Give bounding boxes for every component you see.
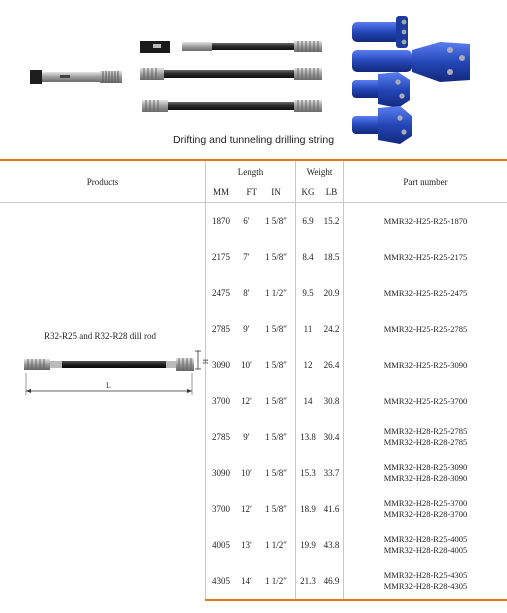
cell-mm: 2785 [212,324,230,334]
header-part-number: Part number [344,160,507,203]
cell-lb: 46.9 [320,563,344,600]
header-products: Products [0,160,206,203]
part-number: MMR32-H25-R25-1870 [383,215,468,226]
part-number: MMR32-H28-R28-3090 [383,473,468,483]
cell-lb: 33.7 [320,455,344,491]
cell-part-number [344,203,507,240]
part-number: MMR32-H28-R25-3700 [383,498,468,508]
cell-ft: 9′ [243,432,250,442]
header-ft: FT [236,182,257,203]
button-bit-icon [352,42,470,82]
coupling-sleeve-icon [140,41,322,53]
cell-mm: 3090 [212,468,230,478]
product-name: R32-R25 and R32-R28 dill rod [44,331,156,341]
cell-in: 1 5/8″ [257,383,296,419]
cell-in: 1 5/8″ [257,239,296,275]
cell-mm: 3700 [212,504,230,514]
height-label: H [201,359,209,365]
header-kg: KG [296,182,321,203]
part-number: MMR32-H28-R25-2785 [383,426,468,436]
header-in: IN [257,182,296,203]
header-mm: MM [206,182,237,203]
cell-ft: 7′ [243,252,250,262]
cell-mm: 3700 [212,396,230,406]
cell-ft: 9′ [243,324,250,334]
cell-kg: 18.9 [300,504,316,514]
part-number: MMR32-H25-R25-3090 [383,359,468,370]
cell-kg: 13.8 [300,432,316,442]
part-number: MMR32-H25-R25-2785 [383,323,468,334]
product-cell [0,203,209,601]
cell-part-number [344,239,507,275]
cell-part-number [344,527,507,563]
cell-in: 1 1/2″ [257,275,296,311]
drill-rod-icon [142,100,322,112]
part-number: MMR32-H28-R28-4305 [383,581,468,591]
drill-rod-drawing [22,345,209,407]
cell-kg: 12 [303,360,313,370]
cell-kg: 11 [303,324,313,334]
table-row [0,203,507,240]
part-number: MMR32-H25-R25-2175 [383,251,468,262]
cell-kg: 9.5 [302,288,314,298]
part-number: MMR32-H28-R25-4005 [383,534,468,544]
cell-mm: 2475 [212,288,230,298]
drill-rod-spec-table [0,159,507,601]
cell-part-number [344,347,507,383]
cell-ft: 12′ [241,396,252,406]
header-lb: LB [320,182,344,203]
cell-lb: 41.6 [320,491,344,527]
cell-part-number [344,491,507,527]
cell-ft: 13′ [241,540,252,550]
cell-in: 1 5/8″ [257,455,296,491]
part-number: MMR32-H25-R25-2475 [383,287,468,298]
button-bit-icon [352,72,410,108]
part-number: MMR32-H28-R25-4305 [383,570,468,580]
cell-part-number [344,275,507,311]
shank-adapter-icon [30,70,122,84]
cell-lb: 24.2 [320,311,344,347]
cell-part-number [344,563,507,600]
cell-part-number [344,455,507,491]
part-number: MMR32-H28-R28-4005 [383,545,468,555]
length-label: L [106,381,111,390]
cell-in: 1 5/8″ [257,203,296,240]
cell-mm: 4005 [212,540,230,550]
cell-in: 1 5/8″ [257,311,296,347]
cell-ft: 12′ [241,504,252,514]
cell-part-number [344,311,507,347]
cell-ft: 8′ [243,288,250,298]
cell-part-number [344,383,507,419]
illustration-caption: Drifting and tunneling drilling string [172,134,335,146]
part-number: MMR32-H28-R28-2785 [383,437,468,447]
cell-ft: 10′ [241,468,252,478]
cell-kg: 14 [303,396,313,406]
cell-mm: 4305 [206,563,237,600]
cell-mm: 2175 [212,252,230,262]
cell-in: 1 5/8″ [257,491,296,527]
cell-kg: 21.3 [296,563,321,600]
cell-kg: 8.4 [302,252,314,262]
cell-mm: 3090 [212,360,230,370]
cell-ft: 10′ [241,360,252,370]
button-bit-icon [352,16,408,48]
cell-lb: 43.8 [320,527,344,563]
cell-in: 1 5/8″ [257,347,296,383]
cell-lb: 26.4 [320,347,344,383]
cell-ft: 14′ [236,563,257,600]
header-weight: Weight [296,160,344,182]
cell-in: 1 1/2″ [257,563,296,600]
part-number: MMR32-H28-R28-3700 [383,509,468,519]
part-number: MMR32-H28-R25-3090 [383,462,468,472]
cell-kg: 6.9 [302,216,314,226]
cell-lb: 18.5 [320,239,344,275]
cell-in: 1 1/2″ [257,527,296,563]
cell-mm: 1870 [212,216,230,226]
cell-lb: 15.2 [320,203,344,240]
part-number: MMR32-H25-R25-3700 [383,395,468,406]
cell-part-number [344,419,507,455]
cell-mm: 2785 [212,432,230,442]
cell-ft: 6′ [243,216,250,226]
cell-lb: 20.9 [320,275,344,311]
cell-in: 1 5/8″ [257,419,296,455]
cell-lb: 30.4 [320,419,344,455]
cell-lb: 30.8 [320,383,344,419]
header-length: Length [206,160,296,182]
drill-rod-icon [140,68,322,80]
cell-kg: 19.9 [300,540,316,550]
cell-kg: 15.3 [300,468,316,478]
